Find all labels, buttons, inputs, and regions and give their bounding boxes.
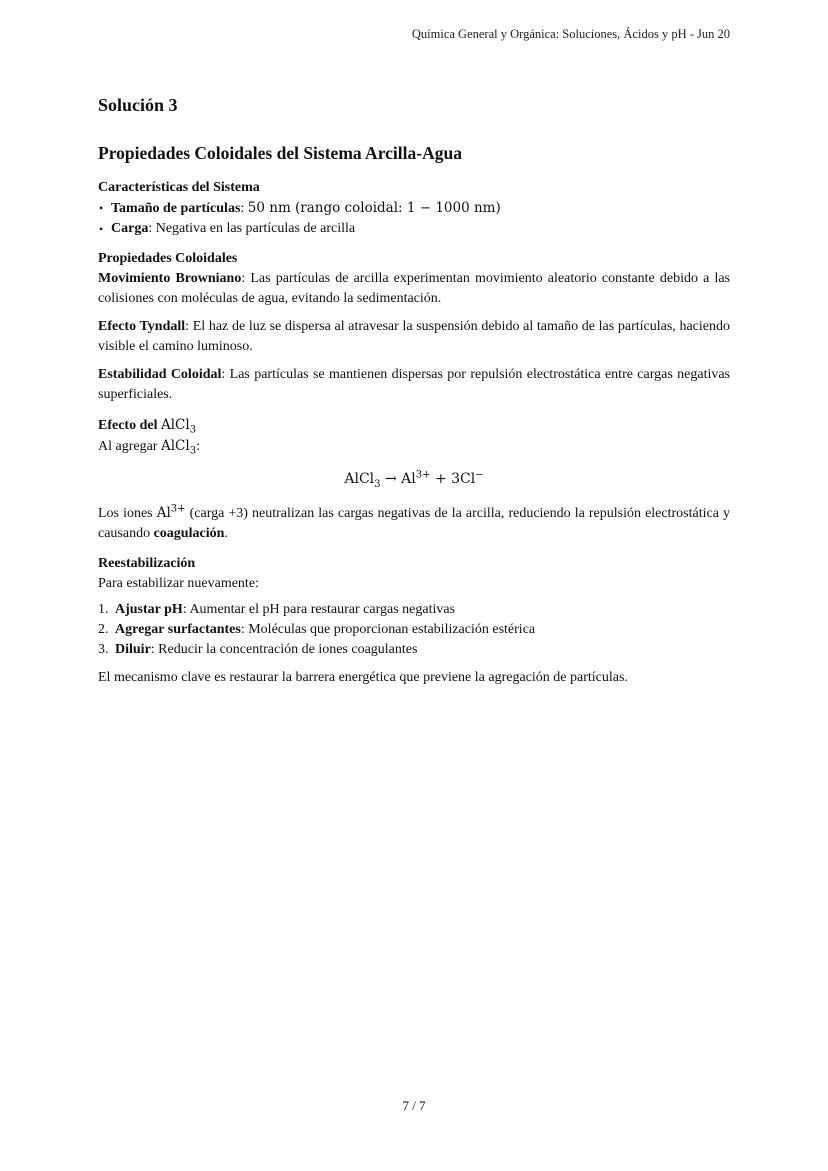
paragraph-text: Las partículas de arcilla experimentan movimiento aleatorio constante debido a las colisiones con moléculas de agua, evitando la sedimentación. xyxy=(98,271,731,306)
solution-title: Solución 3 xyxy=(98,95,178,115)
step-separator: : xyxy=(182,602,190,617)
charge-superscript: 3+ xyxy=(415,469,431,481)
coagulation-paragraph xyxy=(98,503,730,544)
step-term: Ajustar pH xyxy=(115,602,183,617)
list-item xyxy=(98,198,730,219)
ion-base: Al xyxy=(156,505,171,521)
formula-base: AlCl xyxy=(160,438,190,454)
step-text: Reducir la concentración de iones coagulantes xyxy=(158,642,418,657)
ion-formula xyxy=(157,505,186,521)
step-separator: : xyxy=(150,642,159,657)
product-chloride: 3Cl xyxy=(451,471,476,487)
paragraph-text: (carga +3) neutralizan las cargas negativas de la arcilla, reduciendo la repulsión electrostática y causando xyxy=(98,506,730,541)
restabilization-steps xyxy=(98,600,730,660)
characteristics-section xyxy=(98,178,730,239)
page-number: 7 / 7 xyxy=(402,1098,426,1113)
product-aluminum: Al xyxy=(401,471,416,487)
formula xyxy=(160,438,197,457)
step-number: 3. xyxy=(98,642,109,657)
heading-prefix: Efecto del xyxy=(98,418,161,433)
list-item xyxy=(98,640,730,660)
alcl3-heading xyxy=(98,415,730,436)
step-term: Agregar surfactantes xyxy=(115,622,241,637)
colloidal-section xyxy=(98,249,730,405)
intro-prefix: Al agregar xyxy=(98,439,161,454)
step-text: Moléculas que proporcionan estabilización estérica xyxy=(248,622,536,637)
reactant: AlCl xyxy=(344,471,375,487)
alcl3-intro xyxy=(98,436,730,457)
paragraph-separator: : xyxy=(221,367,230,382)
paragraph-text: El haz de luz se dispersa al atravesar la suspensión debido al tamaño de las partículas, haciendo visible el camino luminoso. xyxy=(98,319,730,354)
formula-subscript: 3 xyxy=(189,445,197,457)
list-item xyxy=(98,620,730,640)
item-term: Carga xyxy=(111,221,149,236)
alcl3-section xyxy=(98,415,730,544)
formula-base: AlCl xyxy=(160,417,190,433)
emphasis-term: coagulación xyxy=(153,526,225,541)
item-separator: : xyxy=(240,201,248,216)
restabilization-intro: Para estabilizar nuevamente: xyxy=(98,576,259,591)
paragraph-text: . xyxy=(224,526,228,541)
ion-charge: 3+ xyxy=(170,503,186,515)
characteristics-list xyxy=(98,198,730,239)
step-separator: : xyxy=(240,622,249,637)
intro-suffix: : xyxy=(196,439,200,454)
paragraph-stability xyxy=(98,365,730,405)
colloidal-heading: Propiedades Coloidales xyxy=(98,251,238,266)
restabilization-heading: Reestabilización xyxy=(98,556,196,571)
characteristics-heading: Características del Sistema xyxy=(98,180,260,195)
step-text: Aumentar el pH para restaurar cargas negativas xyxy=(189,602,456,617)
paragraph-text: Los iones xyxy=(98,506,157,521)
paragraph-brownian xyxy=(98,269,730,309)
charge-superscript: − xyxy=(475,469,484,481)
plus-sign: + xyxy=(430,471,452,487)
paragraph-separator: : xyxy=(241,271,251,286)
paragraph-term: Movimiento Browniano xyxy=(98,271,242,286)
formula xyxy=(160,417,197,436)
reaction-arrow: → xyxy=(380,471,402,487)
formula-subscript: 3 xyxy=(189,424,197,436)
page-content xyxy=(98,93,730,696)
running-header: Química General y Orgánica: Soluciones, Ácidos y pH - Jun 20 xyxy=(411,27,730,41)
item-separator: : xyxy=(148,221,156,236)
dissociation-equation xyxy=(98,469,730,489)
paragraph-text: Las partículas se mantienen dispersas por repulsión electrostática entre cargas negativas superficiales. xyxy=(98,367,731,402)
step-number: 1. xyxy=(98,602,109,617)
conclusion-paragraph: El mecanismo clave es restaurar la barrera energética que previene la agregación de partículas. xyxy=(98,670,628,685)
item-term: Tamaño de partículas xyxy=(111,201,241,216)
restabilization-section xyxy=(98,554,730,688)
section-title: Propiedades Coloidales del Sistema Arcilla-Agua xyxy=(98,143,462,163)
paragraph-tyndall xyxy=(98,317,730,357)
paragraph-separator: : xyxy=(185,319,193,334)
paragraph-term: Efecto Tyndall xyxy=(98,319,186,334)
paragraph-term: Estabilidad Coloidal xyxy=(98,367,222,382)
reactant-subscript: 3 xyxy=(374,478,381,490)
step-number: 2. xyxy=(98,622,109,637)
item-value: Negativa en las partículas de arcilla xyxy=(155,221,356,236)
item-value: 50 nm (rango coloidal: 1 − 1000 nm) xyxy=(247,200,501,216)
step-term: Diluir xyxy=(115,642,151,657)
list-item xyxy=(98,600,730,620)
list-item xyxy=(98,219,730,239)
